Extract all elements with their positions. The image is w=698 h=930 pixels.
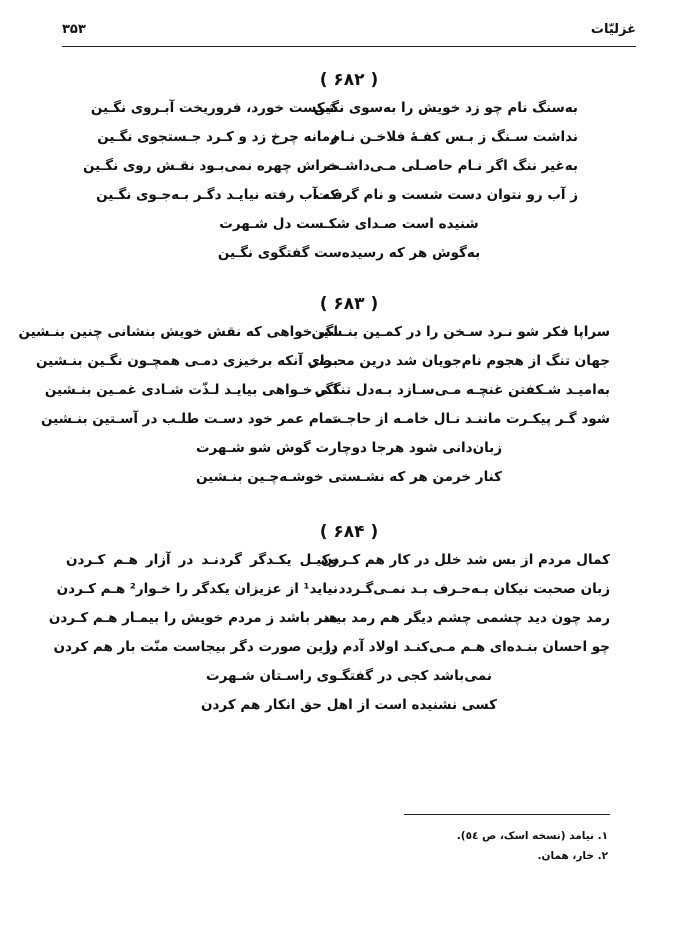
- hemistich-first: سراپا فکر شو نـرد سـخن را در کمـین بنـشین: [311, 324, 610, 340]
- closing-line: به‌گوش هر که رسیده‌ست گفتگوی نگـین: [217, 245, 481, 261]
- hemistich-second: که آب رفته نیایـد دگـر بـه‌جـوی نگـین: [96, 187, 338, 203]
- couplet: [0, 152, 698, 181]
- hemistich-second: تمام عمر خود دسـت طلـب در آسـتین بنـشین: [41, 411, 338, 427]
- hemistich-second: وکیـل یکـدگر گردنـد در آزار هـم کـردن: [66, 552, 338, 568]
- poem-682: [0, 66, 698, 268]
- hemistich-second: شکست خورد، فروریخت آبـروی نگـین: [90, 100, 338, 116]
- running-header: [62, 22, 636, 44]
- hemistich-second: اگر خواهی که نقش خویش بنشانی چنین بنـشین: [18, 324, 338, 340]
- hemistich-second: زمانه چرخ زد و کـرد جـستجوی نگـین: [97, 129, 338, 145]
- poem-684: [0, 518, 698, 720]
- hemistich-first: رمد چون دید چشمی چشم دیگر هم رمد بیند: [322, 610, 610, 626]
- footnote-rule: [404, 814, 610, 815]
- couplet: [0, 318, 698, 347]
- hemistich-first: ز آب رو نتوان دست شست و نام گرفـت: [314, 187, 578, 203]
- section-title: غزلیّات: [590, 22, 636, 37]
- hemistich-second: خراش چهره نمی‌بـود نقـش روی نگـین: [83, 158, 338, 174]
- hemistich-first: به‌غیر ننگ اگر نـام حاصـلی مـی‌داشـت: [326, 158, 578, 174]
- hemistich-first: شود گـر پیکـرت ماننـد نـال خامـه از حاجـت: [327, 411, 610, 427]
- hemistich-second: اگر خـواهی بیایـد لـذّت شـادی غمـین بنـشین: [44, 382, 338, 398]
- couplet: [0, 633, 698, 662]
- hemistich-first: جهان تنگ از هجوم نام‌جویان شد درین محـضر: [310, 353, 610, 369]
- poem-number: ( ۶۸۴ ): [319, 522, 379, 542]
- hemistich-second: درین صورت دگر بیجاست منّت بار هم کردن: [53, 639, 338, 655]
- footnote: ۲. خار، همان.: [537, 850, 608, 862]
- page-number: ۳۵۳: [62, 22, 86, 37]
- couplet: [0, 347, 698, 376]
- closing-line: کنار خرمن هر که نشـستی خوشـه‌چـین بنـشین: [195, 469, 503, 485]
- footnotes: [457, 826, 608, 866]
- hemistich-first: نداشت سـنگ ز بـس کفـهٔ فلاخـن نـام: [330, 129, 578, 145]
- hemistich-second: برای آنکه برخیزی دمـی همچـون نگـین بنـشین: [36, 353, 338, 369]
- poem-number: ( ۶۸۳ ): [319, 294, 379, 314]
- hemistich-second: هنر باشد ز مردم خویش را بیمـار هـم کـردن: [48, 610, 338, 626]
- closing-line: نمی‌باشد کجی در گفتگـوی راسـتان شـهرت: [206, 668, 492, 684]
- couplet: [0, 94, 698, 123]
- couplet: [0, 123, 698, 152]
- footnote: ۱. نیامد (نسخه اسک، ص ٥٤).: [456, 830, 608, 842]
- closing-line: شنیده است صـدای شکـست دل شـهرت: [219, 216, 479, 232]
- poem-number: ( ۶۸۲ ): [319, 70, 379, 90]
- couplet: [0, 181, 698, 210]
- couplet: [0, 405, 698, 434]
- hemistich-first: به‌امیـد شـکفتن غنچـه مـی‌سـازد بـه‌دل تنگـی: [314, 382, 610, 398]
- couplet: [0, 604, 698, 633]
- hemistich-second: نیاید¹ از عزیزان یکدگر را خـوار² هـم کـردن: [56, 581, 338, 597]
- couplet: [0, 575, 698, 604]
- header-rule: [62, 46, 636, 47]
- couplet: [0, 376, 698, 405]
- hemistich-first: زبان صحبت نیکان بـه‌حـرف بـد نمـی‌گـردد: [338, 581, 610, 597]
- hemistich-first: چو احسان بنـده‌ای هـم مـی‌کنـد اولاد آدم را: [325, 639, 610, 655]
- hemistich-first: کمال مردم از بس شد خلل در کار هم کـردن: [320, 552, 610, 568]
- poem-683: [0, 290, 698, 492]
- hemistich-first: به‌سنگ نام چو زد خویش را به‌سوی نگین: [313, 100, 578, 116]
- closing-line: زبان‌دانی شود هرجا دوچارت گوش شو شـهرت: [195, 440, 503, 456]
- couplet: [0, 546, 698, 575]
- closing-line: کسی نشنیده است از اهل حق انکار هم کردن: [200, 697, 497, 713]
